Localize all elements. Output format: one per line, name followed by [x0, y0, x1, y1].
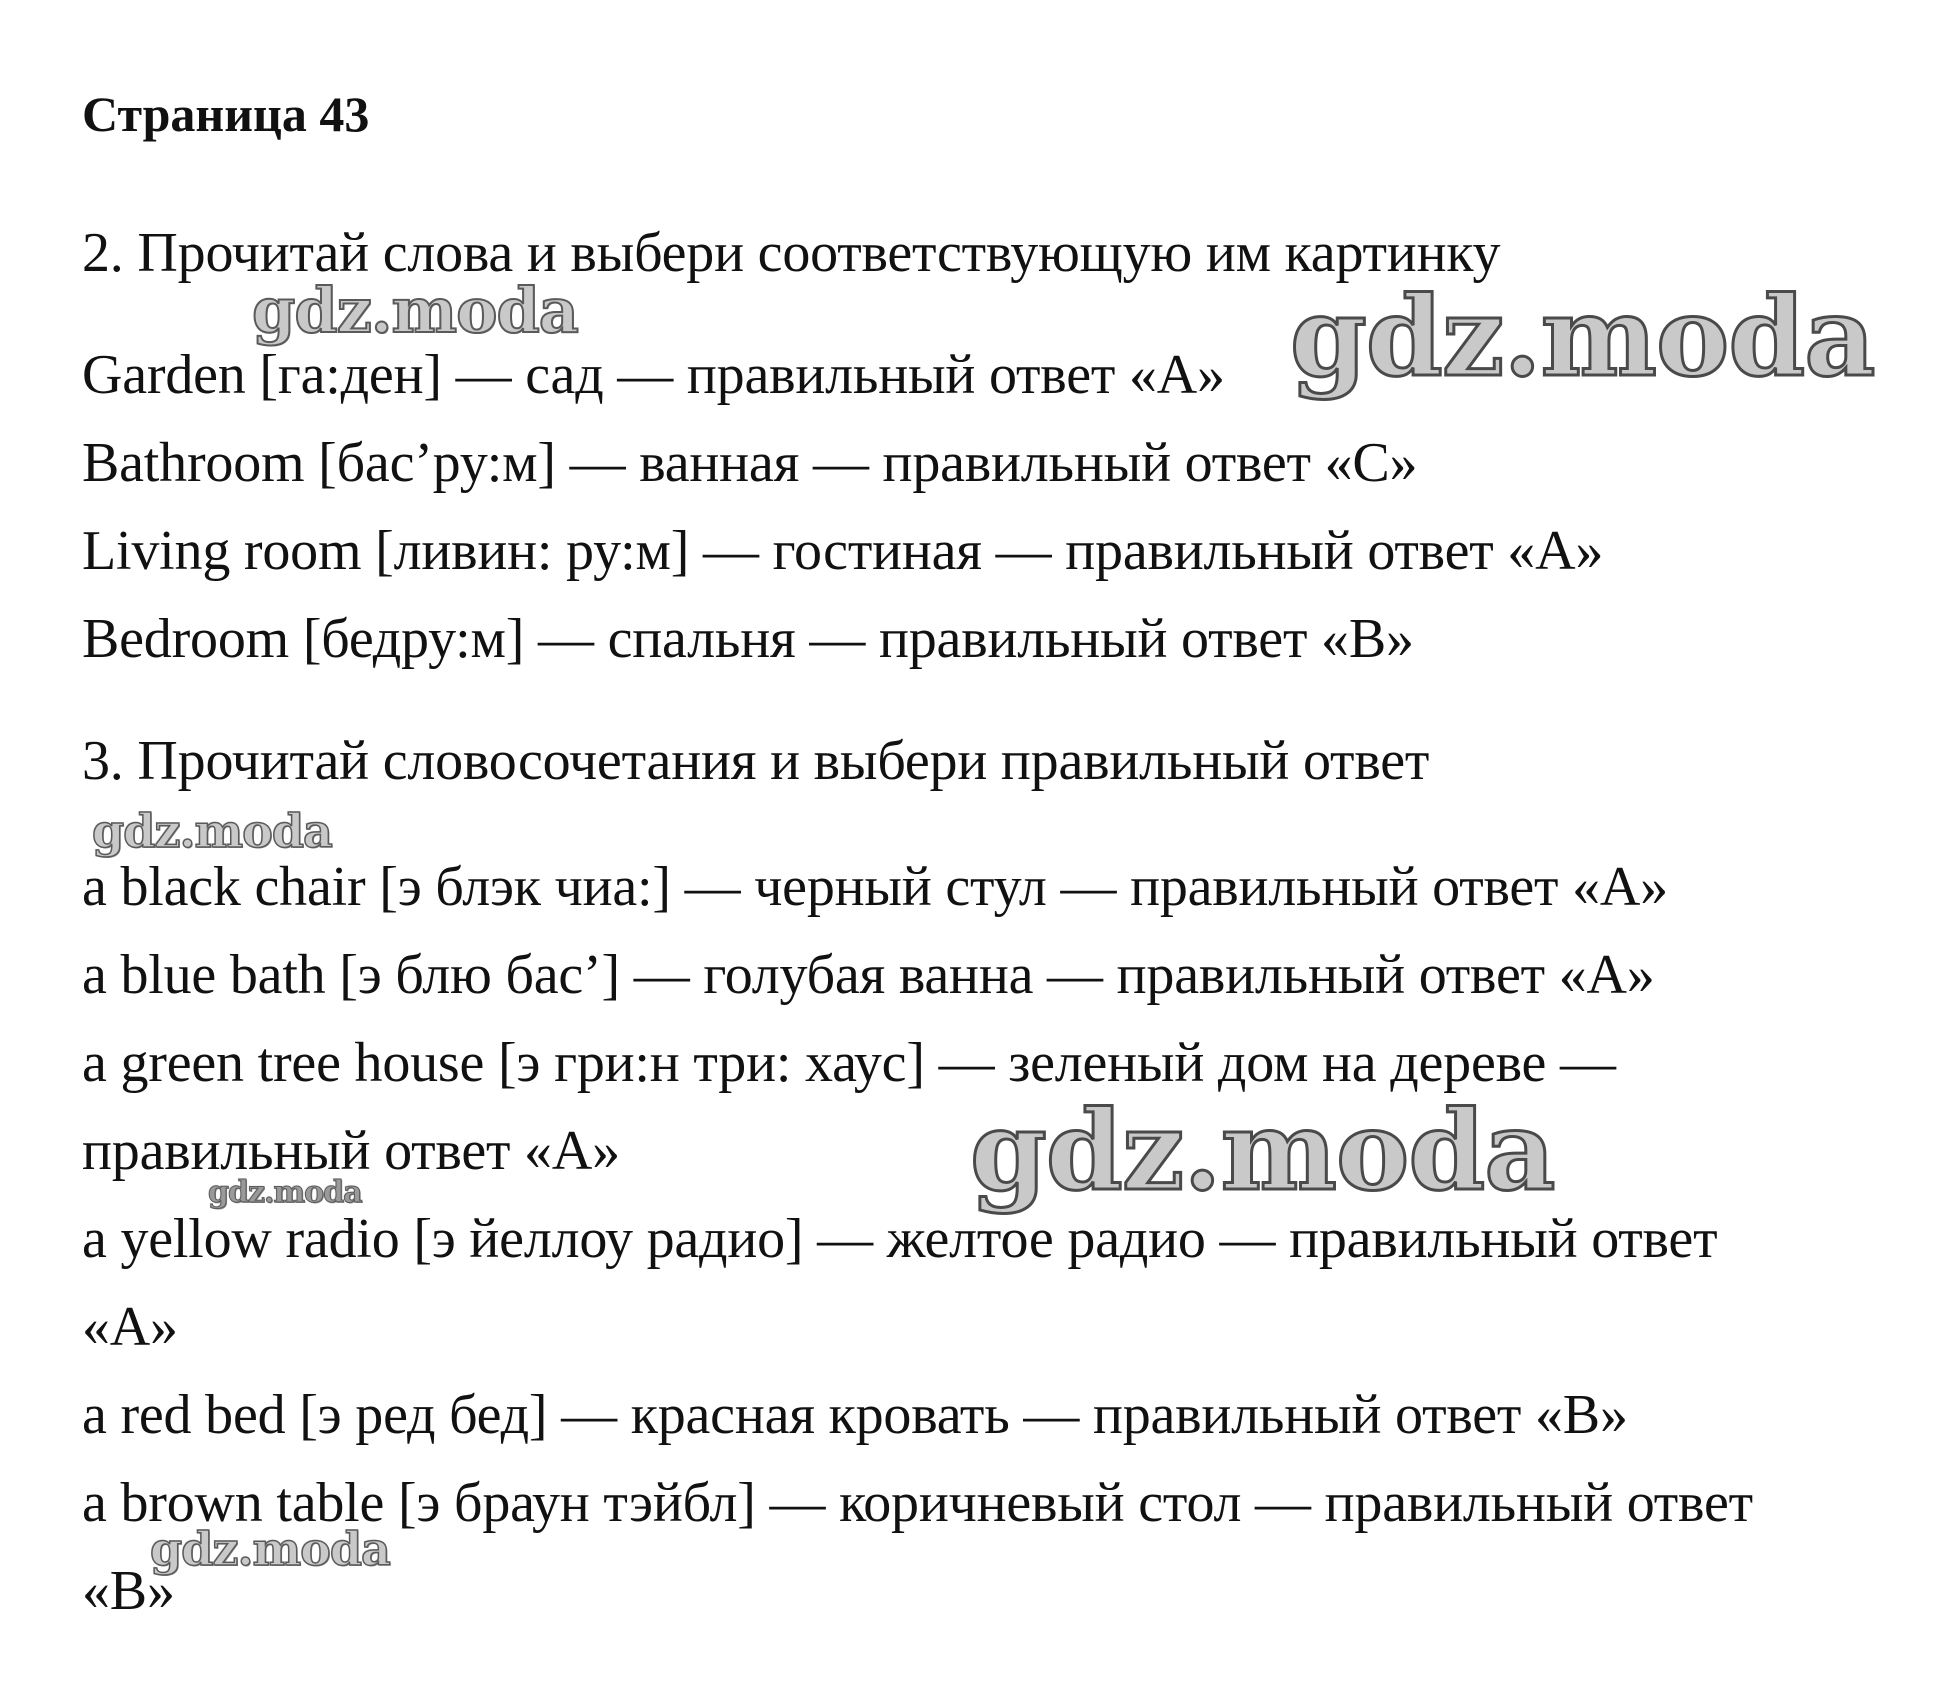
watermark-logo: gdz.moda [92, 804, 332, 858]
exercise-2-heading: 2. Прочитай слова и выбери соответствующую им картинку [82, 222, 1501, 284]
exercise-3-line: a yellow radio [э йеллоу радио] — желтое радио — правильный ответ [82, 1208, 1718, 1270]
exercise-3-line: a brown table [э браун тэйбл] — коричневый стол — правильный ответ [82, 1472, 1753, 1534]
exercise-2-line: Garden [га:ден] — сад — правильный ответ «A» [82, 344, 1225, 406]
exercise-3-line: «B» [82, 1560, 175, 1622]
watermark-logo: gdz.moda [208, 1175, 362, 1210]
watermark-logo: gdz.moda [1290, 272, 1875, 401]
exercise-3-line: a blue bath [э блю бас’] — голубая ванна — правильный ответ «A» [82, 944, 1655, 1006]
page-title: Страница 43 [82, 86, 370, 142]
exercise-2-line: Bedroom [бедру:м] — спальня — правильный ответ «B» [82, 608, 1414, 670]
exercise-3-line: правильный ответ «A» [82, 1120, 620, 1182]
exercise-2-line: Bathroom [бас’ру:м] — ванная — правильный ответ «C» [82, 432, 1418, 494]
exercise-2-line: Living room [ливин: ру:м] — гостиная — правильный ответ «A» [82, 520, 1604, 582]
watermark-logo: gdz.moda [252, 274, 578, 347]
exercise-3-line: a green tree house [э гри:н три: хаус] — зеленый дом на дереве — [82, 1032, 1616, 1094]
exercise-3-line: a red bed [э ред бед] — красная кровать — правильный ответ «B» [82, 1384, 1628, 1446]
exercise-3-line: a black chair [э блэк чиа:] — черный стул — правильный ответ «A» [82, 856, 1668, 918]
watermark-logo: gdz.moda [970, 1086, 1555, 1215]
exercise-3-line: «A» [82, 1296, 178, 1358]
watermark-logo: gdz.moda [150, 1522, 390, 1576]
exercise-3-heading: 3. Прочитай словосочетания и выбери правильный ответ [82, 730, 1430, 792]
